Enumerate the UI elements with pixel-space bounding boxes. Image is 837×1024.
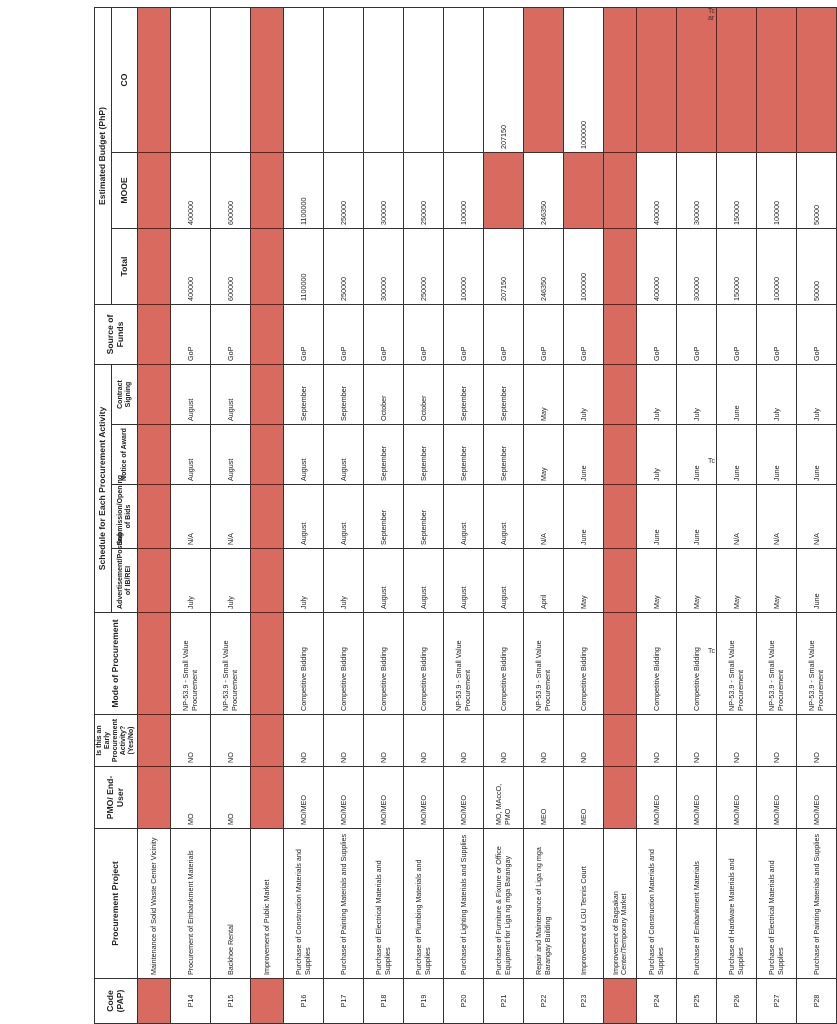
row-source-of-funds bbox=[251, 305, 284, 365]
row-advertisement bbox=[138, 549, 171, 613]
row-advertisement: July bbox=[284, 549, 324, 613]
row-project: Improvement of Public Market bbox=[251, 829, 284, 979]
row-advertisement: August bbox=[404, 549, 444, 613]
row-early: NO bbox=[171, 715, 211, 767]
row-advertisement: July bbox=[171, 549, 211, 613]
row-pmo: MO/MEO bbox=[284, 767, 324, 829]
row-pmo: MO/MEO bbox=[717, 767, 757, 829]
row-project: Maintenance of Solid Waste Center Vicinity bbox=[138, 829, 171, 979]
row-source-of-funds: GoP bbox=[637, 305, 677, 365]
row-total: 300000 bbox=[677, 229, 717, 305]
row-mode: NP-53.9 - Small Value Procurement bbox=[757, 613, 797, 715]
table-row bbox=[757, 7, 797, 1023]
row-source-of-funds: GoP bbox=[364, 305, 404, 365]
row-code: P24 bbox=[637, 979, 677, 1024]
header-advertisement: Advertisement/Posting of IB/REI bbox=[112, 549, 138, 613]
row-source-of-funds: GoP bbox=[757, 305, 797, 365]
row-contract-signing: July bbox=[797, 365, 837, 425]
row-contract-signing: October bbox=[364, 365, 404, 425]
row-submission: N/A bbox=[211, 485, 251, 549]
row-mooe: 250000 bbox=[404, 153, 444, 229]
row-pmo: MO bbox=[211, 767, 251, 829]
row-mode: NP-53.9 - Small Value Procurement bbox=[211, 613, 251, 715]
row-total: 600000 bbox=[211, 229, 251, 305]
row-mooe: 100000 bbox=[444, 153, 484, 229]
row-source-of-funds: GoP bbox=[717, 305, 757, 365]
row-pmo: MO/MEO bbox=[404, 767, 444, 829]
row-total: 50000 bbox=[797, 229, 837, 305]
row-advertisement: July bbox=[324, 549, 364, 613]
row-source-of-funds bbox=[604, 305, 637, 365]
row-source-of-funds: GoP bbox=[444, 305, 484, 365]
header-mooe: MOOE bbox=[112, 153, 138, 229]
row-code: P28 bbox=[797, 979, 837, 1024]
row-contract-signing: September bbox=[484, 365, 524, 425]
row-contract-signing: July bbox=[564, 365, 604, 425]
row-total: 300000 bbox=[364, 229, 404, 305]
row-project: Improvement of Bagsakan Center/Temporary Market bbox=[604, 829, 637, 979]
row-source-of-funds bbox=[138, 305, 171, 365]
row-co bbox=[251, 7, 284, 152]
row-submission bbox=[251, 485, 284, 549]
row-pmo bbox=[604, 767, 637, 829]
row-advertisement: May bbox=[637, 549, 677, 613]
row-contract-signing bbox=[138, 365, 171, 425]
row-co: 207150 bbox=[484, 7, 524, 152]
row-notice-of-award: August bbox=[171, 425, 211, 485]
row-co bbox=[171, 7, 211, 152]
row-advertisement: May bbox=[564, 549, 604, 613]
row-code bbox=[604, 979, 637, 1024]
row-early: NO bbox=[717, 715, 757, 767]
header-submission: Submission/Opening of Bids bbox=[112, 485, 138, 549]
row-total: 400000 bbox=[637, 229, 677, 305]
row-notice-of-award: September bbox=[364, 425, 404, 485]
row-pmo: MO/MEO bbox=[797, 767, 837, 829]
row-early: NO bbox=[211, 715, 251, 767]
row-total: 1100000 bbox=[284, 229, 324, 305]
row-mooe: 50000 bbox=[797, 153, 837, 229]
row-submission: N/A bbox=[757, 485, 797, 549]
row-code: P23 bbox=[564, 979, 604, 1024]
row-notice-of-award: June bbox=[797, 425, 837, 485]
row-mooe: 400000 bbox=[637, 153, 677, 229]
row-code: P16 bbox=[284, 979, 324, 1024]
row-early: NO bbox=[757, 715, 797, 767]
row-project: Improvement of LGU Tennis Court bbox=[564, 829, 604, 979]
row-project: Purchase of Painting Materials and Supplies bbox=[797, 829, 837, 979]
row-contract-signing: August bbox=[171, 365, 211, 425]
row-advertisement bbox=[604, 549, 637, 613]
table-row bbox=[797, 7, 837, 1023]
row-advertisement: July bbox=[211, 549, 251, 613]
row-mode: Competitive Bidding bbox=[637, 613, 677, 715]
row-submission: August bbox=[324, 485, 364, 549]
row-advertisement: August bbox=[444, 549, 484, 613]
row-total: 250000 bbox=[404, 229, 444, 305]
row-mooe: 1100000 bbox=[284, 153, 324, 229]
row-mode: NP-53.9 - Small Value Procurement bbox=[797, 613, 837, 715]
row-pmo: MO/MEO bbox=[324, 767, 364, 829]
row-co bbox=[524, 7, 564, 152]
row-pmo: MO bbox=[171, 767, 211, 829]
row-project: Purchase of Lighting Materials and Supplies bbox=[444, 829, 484, 979]
row-early bbox=[138, 715, 171, 767]
row-code bbox=[251, 979, 284, 1024]
row-advertisement: May bbox=[757, 549, 797, 613]
edge-mark-1: Tc ar bbox=[708, 8, 715, 22]
table-rotator bbox=[94, 8, 825, 1024]
row-submission bbox=[604, 485, 637, 549]
row-total: 207150 bbox=[484, 229, 524, 305]
row-mooe: 300000 bbox=[364, 153, 404, 229]
table-row bbox=[404, 7, 444, 1023]
row-contract-signing: July bbox=[757, 365, 797, 425]
table-row bbox=[677, 7, 717, 1023]
table-row bbox=[637, 7, 677, 1023]
row-notice-of-award: June bbox=[717, 425, 757, 485]
row-source-of-funds: GoP bbox=[524, 305, 564, 365]
row-code: P17 bbox=[324, 979, 364, 1024]
row-pmo bbox=[138, 767, 171, 829]
row-mooe bbox=[484, 153, 524, 229]
row-project: Purchase of Hardware Materials and Supplies bbox=[717, 829, 757, 979]
row-code: P19 bbox=[404, 979, 444, 1024]
row-mooe bbox=[564, 153, 604, 229]
row-pmo: MEO bbox=[524, 767, 564, 829]
row-contract-signing: June bbox=[717, 365, 757, 425]
row-co bbox=[797, 7, 837, 152]
row-notice-of-award bbox=[604, 425, 637, 485]
row-co bbox=[717, 7, 757, 152]
row-code bbox=[138, 979, 171, 1024]
row-project: Purchase of Embankment Materials bbox=[677, 829, 717, 979]
row-co bbox=[324, 7, 364, 152]
row-total bbox=[604, 229, 637, 305]
table-row bbox=[524, 7, 564, 1023]
row-co bbox=[677, 7, 717, 152]
row-pmo: MEO bbox=[564, 767, 604, 829]
table-row bbox=[564, 7, 604, 1023]
row-advertisement: August bbox=[364, 549, 404, 613]
row-mode: Competitive Bidding bbox=[677, 613, 717, 715]
row-advertisement: May bbox=[677, 549, 717, 613]
row-notice-of-award: May bbox=[524, 425, 564, 485]
row-early: NO bbox=[524, 715, 564, 767]
row-co bbox=[138, 7, 171, 152]
row-submission: August bbox=[444, 485, 484, 549]
row-project: Purchase of Construction Materials and Supplies bbox=[637, 829, 677, 979]
row-total: 400000 bbox=[171, 229, 211, 305]
row-code: P18 bbox=[364, 979, 404, 1024]
row-submission: N/A bbox=[797, 485, 837, 549]
row-mooe: 400000 bbox=[171, 153, 211, 229]
row-co bbox=[604, 7, 637, 152]
row-mooe: 150000 bbox=[717, 153, 757, 229]
row-notice-of-award bbox=[138, 425, 171, 485]
row-total bbox=[251, 229, 284, 305]
row-pmo bbox=[251, 767, 284, 829]
row-code: P26 bbox=[717, 979, 757, 1024]
header-mode: Mode of Procurement bbox=[95, 613, 138, 715]
row-contract-signing: July bbox=[637, 365, 677, 425]
table-row bbox=[364, 7, 404, 1023]
row-advertisement: May bbox=[717, 549, 757, 613]
rotated-sheet bbox=[94, 8, 825, 1024]
row-submission: September bbox=[364, 485, 404, 549]
row-source-of-funds: GoP bbox=[484, 305, 524, 365]
row-project: Purchase of Furniture & Fixture or Office Equipment for Liga ng mga Barangay bbox=[484, 829, 524, 979]
row-mode: Competitive Bidding bbox=[284, 613, 324, 715]
row-mooe: 250000 bbox=[324, 153, 364, 229]
row-advertisement bbox=[251, 549, 284, 613]
row-total: 246350 bbox=[524, 229, 564, 305]
row-total: 250000 bbox=[324, 229, 364, 305]
header-notice-of-award: Notice of Award bbox=[112, 425, 138, 485]
table-body bbox=[138, 7, 837, 1023]
row-mooe: 600000 bbox=[211, 153, 251, 229]
header-pmo: PMO/ End-User bbox=[95, 767, 138, 829]
row-mode: NP-53.9 - Small Value Procurement bbox=[524, 613, 564, 715]
row-co bbox=[444, 7, 484, 152]
row-submission: N/A bbox=[524, 485, 564, 549]
row-submission: June bbox=[677, 485, 717, 549]
row-mode: Competitive Bidding bbox=[324, 613, 364, 715]
row-co bbox=[211, 7, 251, 152]
row-mode: Competitive Bidding bbox=[564, 613, 604, 715]
row-contract-signing: September bbox=[324, 365, 364, 425]
row-early: NO bbox=[444, 715, 484, 767]
table-row bbox=[284, 7, 324, 1023]
procurement-table bbox=[94, 7, 837, 1024]
row-contract-signing: September bbox=[284, 365, 324, 425]
row-notice-of-award: August bbox=[284, 425, 324, 485]
row-project: Purchase of Plumbing Materials and Supplies bbox=[404, 829, 444, 979]
row-mode: NP-53.9 - Small Value Procurement bbox=[171, 613, 211, 715]
row-co bbox=[284, 7, 324, 152]
row-early bbox=[251, 715, 284, 767]
row-early bbox=[604, 715, 637, 767]
row-notice-of-award: June bbox=[677, 425, 717, 485]
row-notice-of-award: August bbox=[324, 425, 364, 485]
header-total: Total bbox=[112, 229, 138, 305]
row-mooe: 100000 bbox=[757, 153, 797, 229]
row-contract-signing: September bbox=[444, 365, 484, 425]
row-source-of-funds: GoP bbox=[211, 305, 251, 365]
row-code: P22 bbox=[524, 979, 564, 1024]
row-project: Purchase of Construction Materials and Supplies bbox=[284, 829, 324, 979]
row-mode bbox=[604, 613, 637, 715]
row-code: P15 bbox=[211, 979, 251, 1024]
row-pmo: MO/MEO bbox=[677, 767, 717, 829]
row-early: NO bbox=[677, 715, 717, 767]
row-notice-of-award: June bbox=[564, 425, 604, 485]
row-contract-signing: May bbox=[524, 365, 564, 425]
row-submission: August bbox=[484, 485, 524, 549]
row-pmo: MO/MEO bbox=[364, 767, 404, 829]
header-schedule: Schedule for Each Procurement Activity bbox=[95, 365, 112, 613]
row-advertisement: June bbox=[797, 549, 837, 613]
row-early: NO bbox=[564, 715, 604, 767]
row-source-of-funds: GoP bbox=[284, 305, 324, 365]
row-early: NO bbox=[484, 715, 524, 767]
row-project: Purchase of Electrical Materials and Supplies bbox=[757, 829, 797, 979]
row-project: Purchase of Painting Materials and Supplies bbox=[324, 829, 364, 979]
row-mooe bbox=[138, 153, 171, 229]
section-row bbox=[604, 7, 637, 1023]
table-row bbox=[484, 7, 524, 1023]
row-mooe: 300000 bbox=[677, 153, 717, 229]
section-row bbox=[138, 7, 171, 1023]
row-source-of-funds: GoP bbox=[797, 305, 837, 365]
edge-mark-3: Tc bbox=[708, 648, 715, 655]
row-early: NO bbox=[324, 715, 364, 767]
row-submission: N/A bbox=[717, 485, 757, 549]
row-mooe bbox=[604, 153, 637, 229]
row-early: NO bbox=[797, 715, 837, 767]
row-notice-of-award: September bbox=[484, 425, 524, 485]
row-contract-signing: July bbox=[677, 365, 717, 425]
row-total: 1000000 bbox=[564, 229, 604, 305]
row-early: NO bbox=[364, 715, 404, 767]
row-submission: June bbox=[564, 485, 604, 549]
row-source-of-funds: GoP bbox=[677, 305, 717, 365]
row-source-of-funds: GoP bbox=[404, 305, 444, 365]
header-code: Code (PAP) bbox=[95, 979, 138, 1024]
row-mode: NP-53.9 - Small Value Procurement bbox=[717, 613, 757, 715]
row-contract-signing bbox=[604, 365, 637, 425]
row-advertisement: August bbox=[484, 549, 524, 613]
row-submission bbox=[138, 485, 171, 549]
row-co bbox=[364, 7, 404, 152]
row-code: P20 bbox=[444, 979, 484, 1024]
table-row bbox=[717, 7, 757, 1023]
row-submission: September bbox=[404, 485, 444, 549]
row-project: Procurement of Embankment Materials bbox=[171, 829, 211, 979]
row-source-of-funds: GoP bbox=[324, 305, 364, 365]
row-source-of-funds: GoP bbox=[171, 305, 211, 365]
row-pmo: MO, MAccO, PMO bbox=[484, 767, 524, 829]
header-budget: Estimated Budget (PhP) bbox=[95, 7, 112, 304]
table-row bbox=[171, 7, 211, 1023]
table-row bbox=[211, 7, 251, 1023]
row-early: NO bbox=[284, 715, 324, 767]
row-notice-of-award: September bbox=[404, 425, 444, 485]
row-advertisement: April bbox=[524, 549, 564, 613]
row-submission: June bbox=[637, 485, 677, 549]
row-notice-of-award bbox=[251, 425, 284, 485]
row-mode: NP-53.9 - Small Value Procurement bbox=[444, 613, 484, 715]
row-project: Backhoe Rental bbox=[211, 829, 251, 979]
row-pmo: MO/MEO bbox=[637, 767, 677, 829]
row-early: NO bbox=[637, 715, 677, 767]
section-row bbox=[251, 7, 284, 1023]
header-project: Procurement Project bbox=[95, 829, 138, 979]
row-code: P25 bbox=[677, 979, 717, 1024]
row-source-of-funds: GoP bbox=[564, 305, 604, 365]
row-project: Purchase of Electrical Materials and Supplies bbox=[364, 829, 404, 979]
row-notice-of-award: September bbox=[444, 425, 484, 485]
row-pmo: MO/MEO bbox=[757, 767, 797, 829]
row-total: 100000 bbox=[757, 229, 797, 305]
row-code: P21 bbox=[484, 979, 524, 1024]
row-co bbox=[404, 7, 444, 152]
header-co: CO bbox=[112, 7, 138, 152]
header-contract-signing: Contract Signing bbox=[112, 365, 138, 425]
row-co: 1000000 bbox=[564, 7, 604, 152]
row-total: 150000 bbox=[717, 229, 757, 305]
row-project: Repair and Maintenance of Liga ng mga Barangay Building bbox=[524, 829, 564, 979]
row-code: P27 bbox=[757, 979, 797, 1024]
row-submission: N/A bbox=[171, 485, 211, 549]
row-contract-signing bbox=[251, 365, 284, 425]
row-mooe: 246350 bbox=[524, 153, 564, 229]
row-contract-signing: October bbox=[404, 365, 444, 425]
row-mode bbox=[138, 613, 171, 715]
row-early: NO bbox=[404, 715, 444, 767]
row-code: P14 bbox=[171, 979, 211, 1024]
row-contract-signing: August bbox=[211, 365, 251, 425]
header-source-of-funds: Source of Funds bbox=[95, 305, 138, 365]
edge-mark-2: Tc bbox=[708, 458, 715, 465]
row-submission: August bbox=[284, 485, 324, 549]
row-pmo: MO/MEO bbox=[444, 767, 484, 829]
row-mode: Competitive Bidding bbox=[404, 613, 444, 715]
row-total: 100000 bbox=[444, 229, 484, 305]
table-row bbox=[444, 7, 484, 1023]
row-notice-of-award: August bbox=[211, 425, 251, 485]
row-mooe bbox=[251, 153, 284, 229]
row-co bbox=[637, 7, 677, 152]
row-notice-of-award: July bbox=[637, 425, 677, 485]
header-early-procurement: Is this an Early Procurement Activity? (Yes/No) bbox=[95, 715, 138, 767]
row-co bbox=[757, 7, 797, 152]
row-mode: Competitive Bidding bbox=[484, 613, 524, 715]
row-notice-of-award: June bbox=[757, 425, 797, 485]
row-total bbox=[138, 229, 171, 305]
table-row bbox=[324, 7, 364, 1023]
row-mode: Competitive Bidding bbox=[364, 613, 404, 715]
row-mode bbox=[251, 613, 284, 715]
